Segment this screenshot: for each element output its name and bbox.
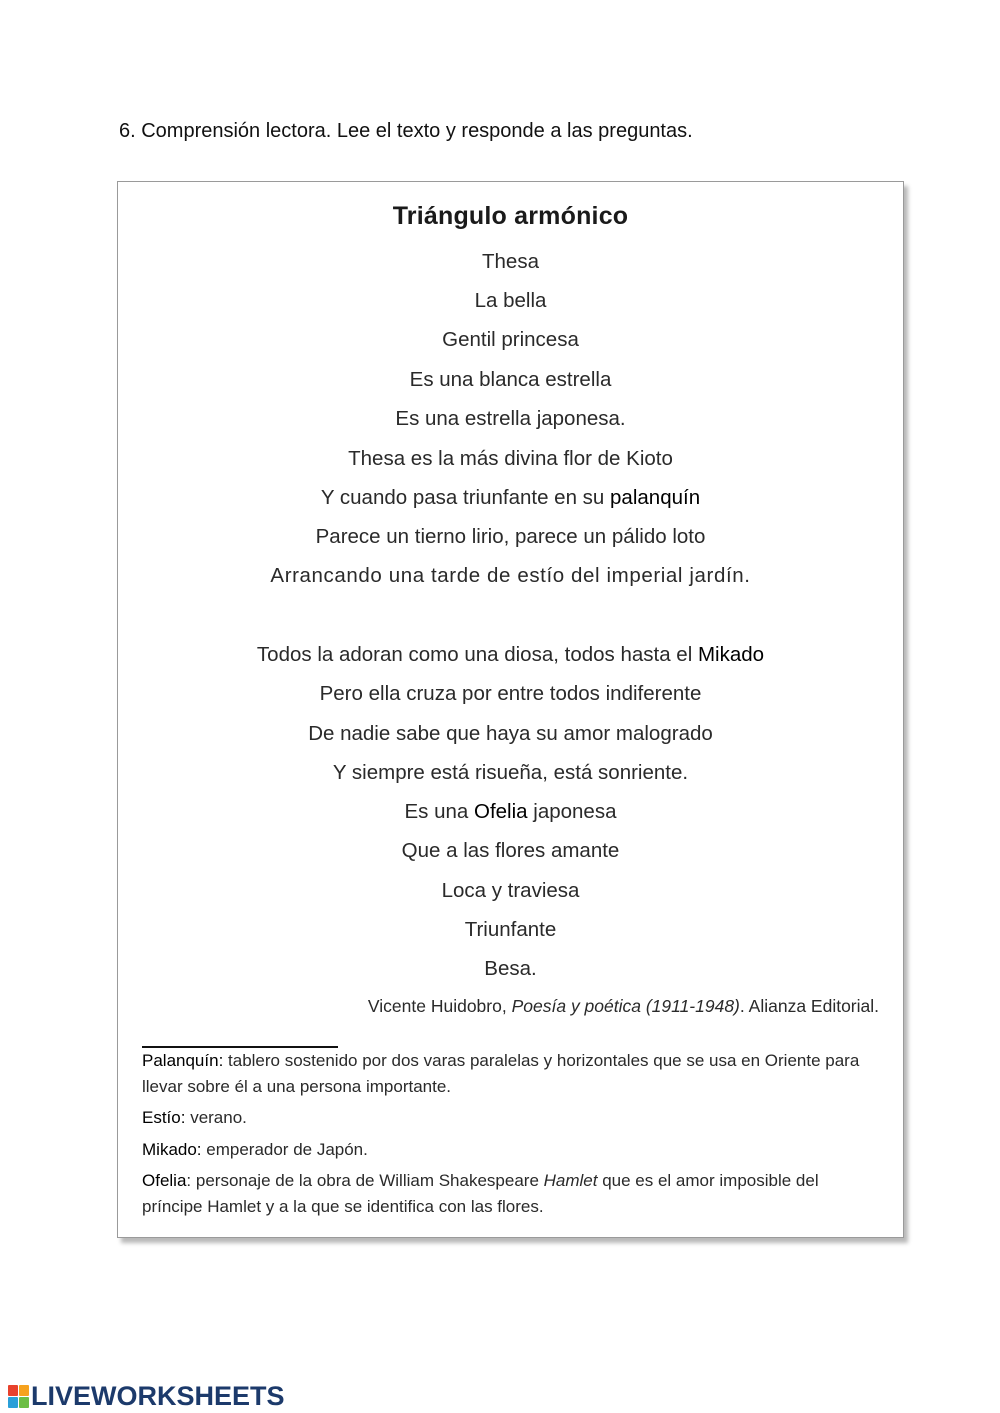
verse-text: Todos la adoran como una diosa, todos hasta el <box>256 643 698 666</box>
verse-line: Triunfante <box>464 918 557 941</box>
citation-work: Poesía y poética (1911-1948) <box>511 996 740 1016</box>
glossary-definition: que es el amor imposible del príncipe Hamlet y a la que se identifica con las flores. <box>142 1171 819 1216</box>
verse-line: Gentil princesa <box>442 328 579 351</box>
glossary-definition: verano. <box>185 1108 247 1127</box>
verse-text-tail: japonesa <box>527 800 617 823</box>
logo-block <box>19 1385 29 1396</box>
verse-line: De nadie sabe que haya su amor malogrado <box>308 722 713 745</box>
glossary-definition: emperador de Japón. <box>201 1140 368 1159</box>
verse-line: Pero ella cruza por entre todos indiferente <box>319 682 702 705</box>
glossary-entry-ofelia <box>142 1168 882 1220</box>
verse-line <box>118 486 903 510</box>
glossary-term: Palanquín: <box>142 1051 224 1070</box>
verse-line: Arrancando una tarde de estío del imperial jardín. <box>270 564 751 587</box>
glossary-entry-estio <box>142 1105 882 1131</box>
verse-line: Loca y traviesa <box>441 879 580 902</box>
verse-line: Parece un tierno lirio, parece un pálido loto <box>315 525 706 548</box>
glossary-definition: : personaje de la obra de William Shakespeare <box>186 1171 544 1190</box>
verse-text: Y cuando pasa triunfante en su <box>320 486 611 509</box>
citation-author: Vicente Huidobro, <box>367 996 512 1016</box>
logo-blocks-icon <box>8 1385 29 1408</box>
glossary-term: Mikado: <box>142 1140 202 1159</box>
liveworksheets-logo[interactable] <box>8 1381 285 1411</box>
verse-line: Que a las flores amante <box>401 839 620 862</box>
verse-line: Thesa <box>482 250 539 273</box>
glossary-entry-mikado <box>142 1137 882 1163</box>
glossary-term: Ofelia <box>142 1171 187 1190</box>
verse-line: Besa. <box>484 957 537 980</box>
glossary-entry-palanquin <box>142 1048 882 1100</box>
logo-text: LIVEWORKSHEETS <box>31 1380 285 1411</box>
verse-line <box>118 643 903 667</box>
verse-line: Y siempre está risueña, está sonriente. <box>332 761 689 784</box>
verse-text: Es una <box>404 800 475 823</box>
poem-citation <box>368 996 879 1017</box>
keyword-mikado: Mikado <box>697 643 765 666</box>
poem-title: Triángulo armónico <box>392 202 629 230</box>
logo-block <box>8 1385 18 1396</box>
keyword-ofelia: Ofelia <box>474 800 528 823</box>
logo-block <box>19 1397 29 1408</box>
instruction-text: 6. Comprensión lectora. Lee el texto y responde a las preguntas. <box>119 120 693 142</box>
glossary-term: Estío: <box>142 1108 186 1127</box>
verse-line <box>118 800 903 824</box>
keyword-palanquin: palanquín <box>610 486 701 509</box>
verse-line: La bella <box>474 289 547 312</box>
glossary-definition: tablero sostenido por dos varas paralelas y horizontales que se usa en Oriente para llevar sobre él a una persona importante. <box>142 1051 860 1096</box>
citation-publisher: . Alianza Editorial. <box>739 996 879 1016</box>
logo-block <box>8 1397 18 1408</box>
poem-card <box>117 181 904 1238</box>
verse-line: Es una blanca estrella <box>409 368 612 391</box>
verse-line: Es una estrella japonesa. <box>395 407 626 430</box>
glossary-work-title: Hamlet <box>543 1171 598 1190</box>
verse-line: Thesa es la más divina flor de Kioto <box>348 447 673 470</box>
